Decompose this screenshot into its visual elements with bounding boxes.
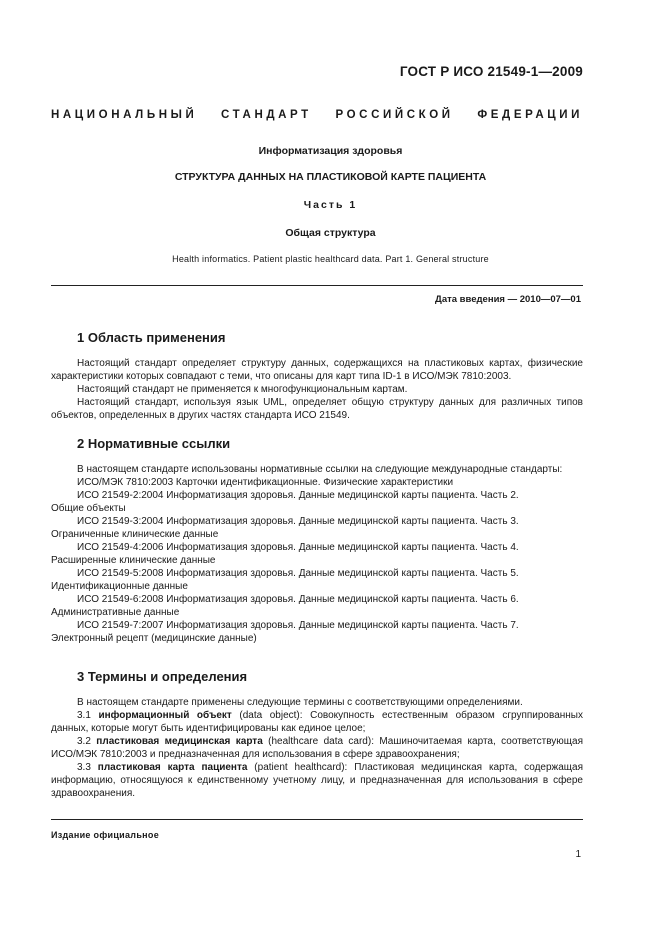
term-text: (patient healthcard): Пластиковая медицинская карта, содержащая информацию, относящуюся к единственному учетному лицу, и предназначенная для использования в сфере здравоохранения. xyxy=(51,762,583,799)
document-number: ГОСТ Р ИСО 21549-1—2009 xyxy=(399,64,583,79)
reference-item-continuation: Расширенные клинические данные xyxy=(51,555,216,566)
page-number: 1 xyxy=(575,849,581,860)
section-1-body xyxy=(51,357,583,422)
intro-date: Дата введения — 2010—07—01 xyxy=(435,294,581,305)
part-label: Часть 1 xyxy=(303,199,358,211)
reference-item-continuation: Общие объекты xyxy=(51,503,126,514)
section-1-paragraph: Настоящий стандарт, используя язык UML, определяет общую структуру данных для различных типов объектов, определенных в других частях стандарта ИСО 21549. xyxy=(51,397,583,421)
term-number: 3.1 xyxy=(77,710,91,721)
term-text: (healthcare data card): Машиночитаемая карта, соответствующая ИСО/МЭК 7810:2003 и предназначенная для использования в сфере здравоохранения; xyxy=(51,736,584,760)
reference-item-continuation: Электронный рецепт (медицинские данные) xyxy=(51,633,257,644)
term-definition xyxy=(51,761,583,800)
reference-item: ИСО/МЭК 7810:2003 Карточки идентификационные. Физические характеристики xyxy=(77,477,454,488)
reference-item-continuation: Ограниченные клинические данные xyxy=(51,529,219,540)
reference-item: ИСО 21549-7:2007 Информатизация здоровья. Данные медицинской карты пациента. Часть 7. xyxy=(77,620,519,631)
term-definition xyxy=(51,735,583,761)
subtitle: Общая структура xyxy=(285,227,376,239)
term-definition xyxy=(51,709,583,735)
bottom-divider xyxy=(51,819,583,820)
english-title: Health informatics. Patient plastic healthcard data. Part 1. General structure xyxy=(172,254,489,264)
top-divider xyxy=(51,285,583,286)
reference-item-continuation: Административные данные xyxy=(51,607,180,618)
term-name: информационный объект xyxy=(98,710,232,721)
section-2-heading: 2 Нормативные ссылки xyxy=(77,436,231,451)
section-3-body xyxy=(51,696,583,800)
term-name: пластиковая медицинская карта xyxy=(96,736,263,747)
term-number: 3.2 xyxy=(77,736,91,747)
section-2-intro: В настоящем стандарте использованы нормативные ссылки на следующие международные стандарты: xyxy=(77,464,563,475)
reference-item: ИСО 21549-2:2004 Информатизация здоровья. Данные медицинской карты пациента. Часть 2. xyxy=(77,490,519,501)
national-standard-banner: НАЦИОНАЛЬНЫЙ СТАНДАРТ РОССИЙСКОЙ ФЕДЕРАЦИИ xyxy=(51,109,583,121)
reference-item-continuation: Идентификационные данные xyxy=(51,581,188,592)
section-1-paragraph: Настоящий стандарт не применяется к многофункциональным картам. xyxy=(77,384,408,395)
edition-label: Издание официальное xyxy=(51,830,160,840)
section-3-intro: В настоящем стандарте применены следующие термины с соответствующими определениями. xyxy=(77,697,523,708)
reference-item: ИСО 21549-3:2004 Информатизация здоровья. Данные медицинской карты пациента. Часть 3. xyxy=(77,516,519,527)
section-1-paragraph: Настоящий стандарт определяет структуру данных, содержащихся на пластиковых картах, физические характеристики которых совпадают с теми, что описаны для карт типа ID-1 в ИСО/МЭК 7810:2003. xyxy=(51,358,583,382)
title-line-2: СТРУКТУРА ДАННЫХ НА ПЛАСТИКОВОЙ КАРТЕ ПАЦИЕНТА xyxy=(174,171,487,183)
section-3-heading: 3 Термины и определения xyxy=(77,669,248,684)
title-line-1: Информатизация здоровья xyxy=(258,145,403,157)
section-1-heading: 1 Область применения xyxy=(77,330,226,345)
reference-item: ИСО 21549-4:2006 Информатизация здоровья. Данные медицинской карты пациента. Часть 4. xyxy=(77,542,519,553)
reference-item: ИСО 21549-6:2008 Информатизация здоровья. Данные медицинской карты пациента. Часть 6. xyxy=(77,594,519,605)
term-text: (data object): Совокупность естественным образом сгруппированных данных, которые могут быть идентифицированы как единое целое; xyxy=(51,710,583,734)
term-name: пластиковая карта пациента xyxy=(97,762,248,773)
reference-item: ИСО 21549-5:2008 Информатизация здоровья. Данные медицинской карты пациента. Часть 5. xyxy=(77,568,519,579)
term-number: 3.3 xyxy=(77,762,91,773)
section-2-body xyxy=(51,463,583,645)
